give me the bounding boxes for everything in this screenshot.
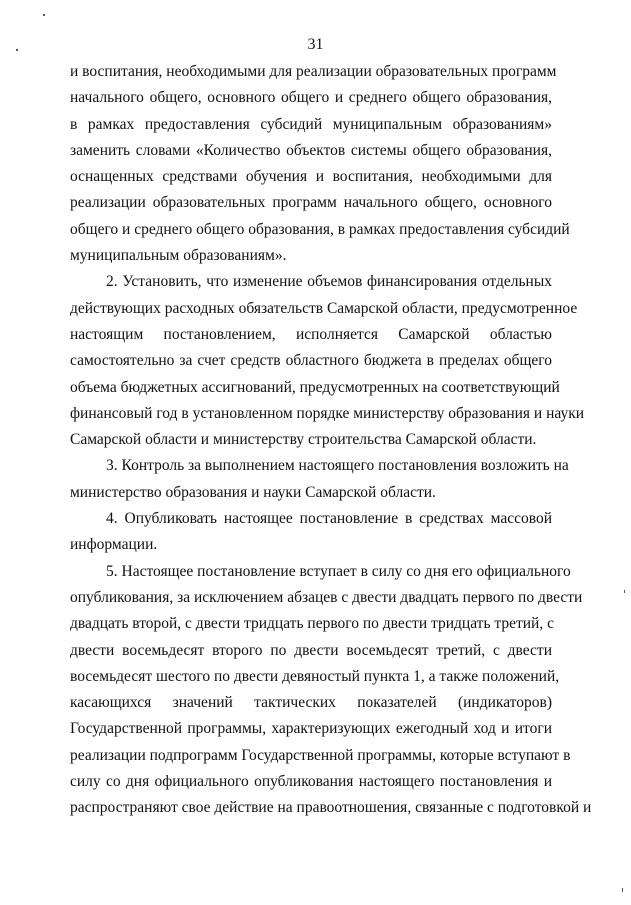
page-number: 31 bbox=[307, 36, 324, 53]
text-line: реализации образовательных программ начального общего, основного bbox=[70, 194, 552, 212]
text-line: начального общего, основного общего и среднего общего образования, bbox=[70, 89, 552, 107]
paragraph-item-5 bbox=[70, 559, 592, 822]
text-line: распространяют свое действие на правоотношения, связанные с подготовкой и bbox=[70, 799, 592, 817]
text-line: министерство образования и науки Самарской области. bbox=[70, 483, 436, 501]
text-line: двадцать второй, с двести тридцать первого по двести тридцать третий, с bbox=[70, 615, 554, 633]
text-line: Государственной программы, характеризующих ежегодный ход и итоги bbox=[70, 720, 552, 738]
text-line: 2. Установить, что изменение объемов финансирования отдельных bbox=[106, 273, 552, 291]
text-line: Самарской области и министерству строительства Самарской области. bbox=[70, 431, 537, 449]
text-line: реализации подпрограмм Государственной программы, которые вступают в bbox=[70, 746, 571, 764]
paragraph-continuation bbox=[70, 59, 570, 269]
text-line: силу со дня официального опубликования настоящего постановления и bbox=[70, 773, 552, 791]
paragraph-item-3 bbox=[70, 453, 569, 506]
text-line: 3. Контроль за выполнением настоящего постановления возложить на bbox=[106, 457, 569, 475]
text-line: 4. Опубликовать настоящее постановление в средствах массовой bbox=[106, 510, 552, 528]
scan-speck bbox=[43, 14, 45, 16]
text-line: объема бюджетных ассигнований, предусмотренных на соответствующий bbox=[70, 378, 560, 396]
text-line: касающихся значений тактических показателей (индикаторов) bbox=[70, 694, 552, 712]
text-line: муниципальным образованиям». bbox=[70, 247, 287, 265]
text-line: действующих расходных обязательств Самарской области, предусмотренное bbox=[70, 299, 578, 317]
scan-speck bbox=[16, 49, 18, 51]
text-line: двести восемьдесят второго по двести восемьдесят третий, с двести bbox=[70, 641, 552, 659]
scan-speck bbox=[624, 590, 625, 593]
text-line: оснащенных средствами обучения и воспитания, необходимыми для bbox=[70, 168, 552, 186]
text-line: в рамках предоставления субсидий муниципальным образованиям» bbox=[70, 115, 552, 133]
scan-speck bbox=[622, 888, 623, 892]
text-line: заменить словами «Количество объектов системы общего образования, bbox=[70, 141, 552, 159]
text-line: информации. bbox=[70, 536, 158, 554]
text-line: и воспитания, необходимыми для реализации образовательных программ bbox=[70, 63, 557, 80]
paragraph-item-2 bbox=[70, 269, 585, 453]
document-body bbox=[70, 59, 592, 822]
paragraph-item-4 bbox=[70, 506, 552, 559]
text-line: опубликования, за исключением абзацев с двести двадцать первого по двести bbox=[70, 588, 583, 606]
text-line: восемьдесят шестого по двести девяностый пункта 1, а также положений, bbox=[70, 667, 560, 685]
text-line: общего и среднего общего образования, в рамках предоставления субсидий bbox=[70, 220, 570, 238]
text-line: самостоятельно за счет средств областного бюджета в пределах общего bbox=[70, 352, 552, 370]
text-line: настоящим постановлением, исполняется Самарской областью bbox=[70, 325, 552, 343]
text-line: финансовый год в установленном порядке министерству образования и науки bbox=[70, 404, 585, 422]
text-line: 5. Настоящее постановление вступает в силу со дня его официального bbox=[106, 562, 571, 580]
